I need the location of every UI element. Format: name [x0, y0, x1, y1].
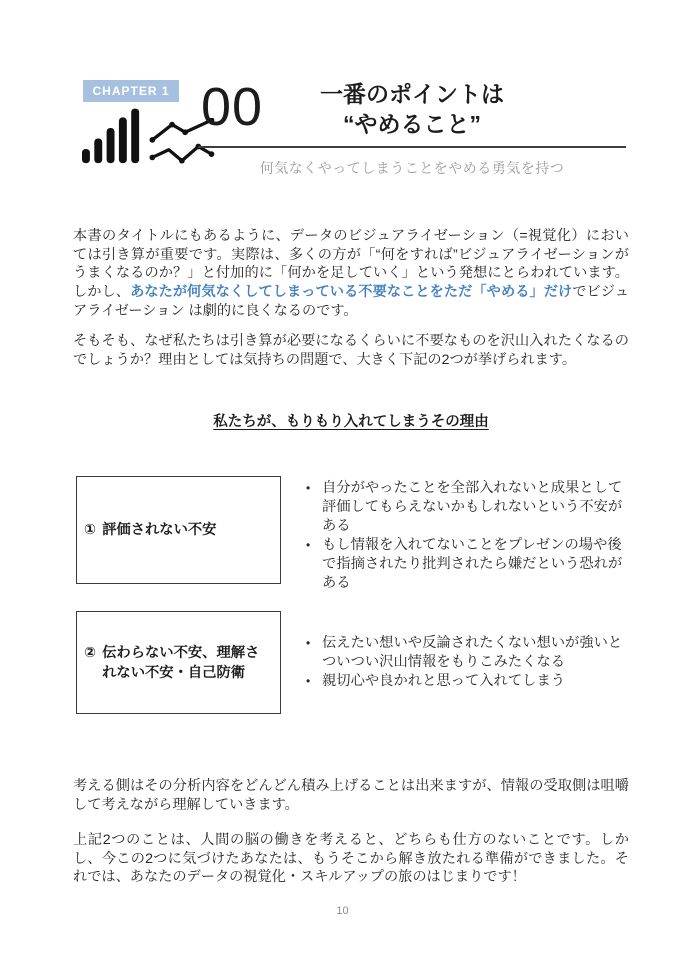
page-title [198, 79, 626, 139]
chapter-number: 00 [201, 77, 264, 137]
page-subtitle: 何気なくやってしまうことをやめる勇気を持つ [259, 160, 565, 176]
reason-box-1 [76, 476, 281, 584]
reason-1-label [77, 520, 216, 540]
page-title-line2: “やめること” [343, 111, 481, 137]
reason-1-number: ① [84, 522, 97, 538]
reason-1-bullets [305, 479, 632, 593]
reason-2-bullets [305, 634, 632, 691]
paragraph-intro [73, 227, 629, 321]
paragraph-receiver: 考える側はその分析内容をどんどん積み上げることは出来ますが、情報の受取側は咀嚼して考えながら理解していきます。 [73, 778, 629, 813]
list-item: • 親切心や良かれと思って入れてしまう [305, 672, 632, 691]
reason-2-label [77, 643, 262, 683]
page-number: 10 [336, 905, 349, 917]
chapter-badge: CHAPTER 1 [83, 80, 179, 102]
list-item: • もし情報を入れてないことをプレゼンの場や後で指摘されたり批判されたら嫌だという恐れがある [305, 536, 632, 593]
paragraph-why: そもそも、なぜ私たちは引き算が必要になるくらいに不要なものを沢山入れたくなるのでしょうか？理由としては気持ちの問題で、大きく下記の2つが挙げられます。 [73, 333, 629, 368]
reason-box-2 [76, 611, 281, 714]
bar-chart-icon [82, 106, 140, 164]
list-item: • 伝えたい想いや反論されたくない想いが強いとついつい沢山情報をもりこみたくなる [305, 634, 632, 672]
section-heading: 私たちが、もりもり入れてしまうその理由 [213, 414, 489, 430]
paragraph-intro-after: でビジュアライゼーション は劇的に良くなるのです。 [73, 284, 629, 319]
title-divider [198, 146, 626, 148]
reason-1-text: 評価されない不安 [102, 522, 217, 538]
list-item: • 自分がやったことを全部入れないと成果として評価してもらえないかもしれないという不安がある [305, 479, 632, 536]
reason-2-text: 伝わらない不安、理解されない不安・自己防衛 [102, 644, 260, 681]
page-title-line1: 一番のポイントは [320, 81, 504, 107]
paragraph-closing: 上記2つのことは、人間の脳の働きを考えると、どちらも仕方のないことです。しかし、今この2つに気づけたあなたは、もうそこから解き放たれる準備ができました。それでは、あなたのデータの視覚化・スキルアップの旅のはじまりです！ [73, 832, 629, 886]
paragraph-intro-before: 本書のタイトルにもあるように、データのビジュアライゼーション（=視覚化）においては引き算が重要です。実際は、多くの方が「“何をすれば”ビジュアライゼーションがうまくなるのか？」と付加的に「何かを足していく」という発想にとらわれています。しかし、 [73, 228, 629, 301]
reason-2-number: ② [84, 644, 97, 661]
paragraph-intro-highlight: あなたが何気なくしてしまっている不要なことをただ「やめる」だけ [130, 284, 573, 301]
